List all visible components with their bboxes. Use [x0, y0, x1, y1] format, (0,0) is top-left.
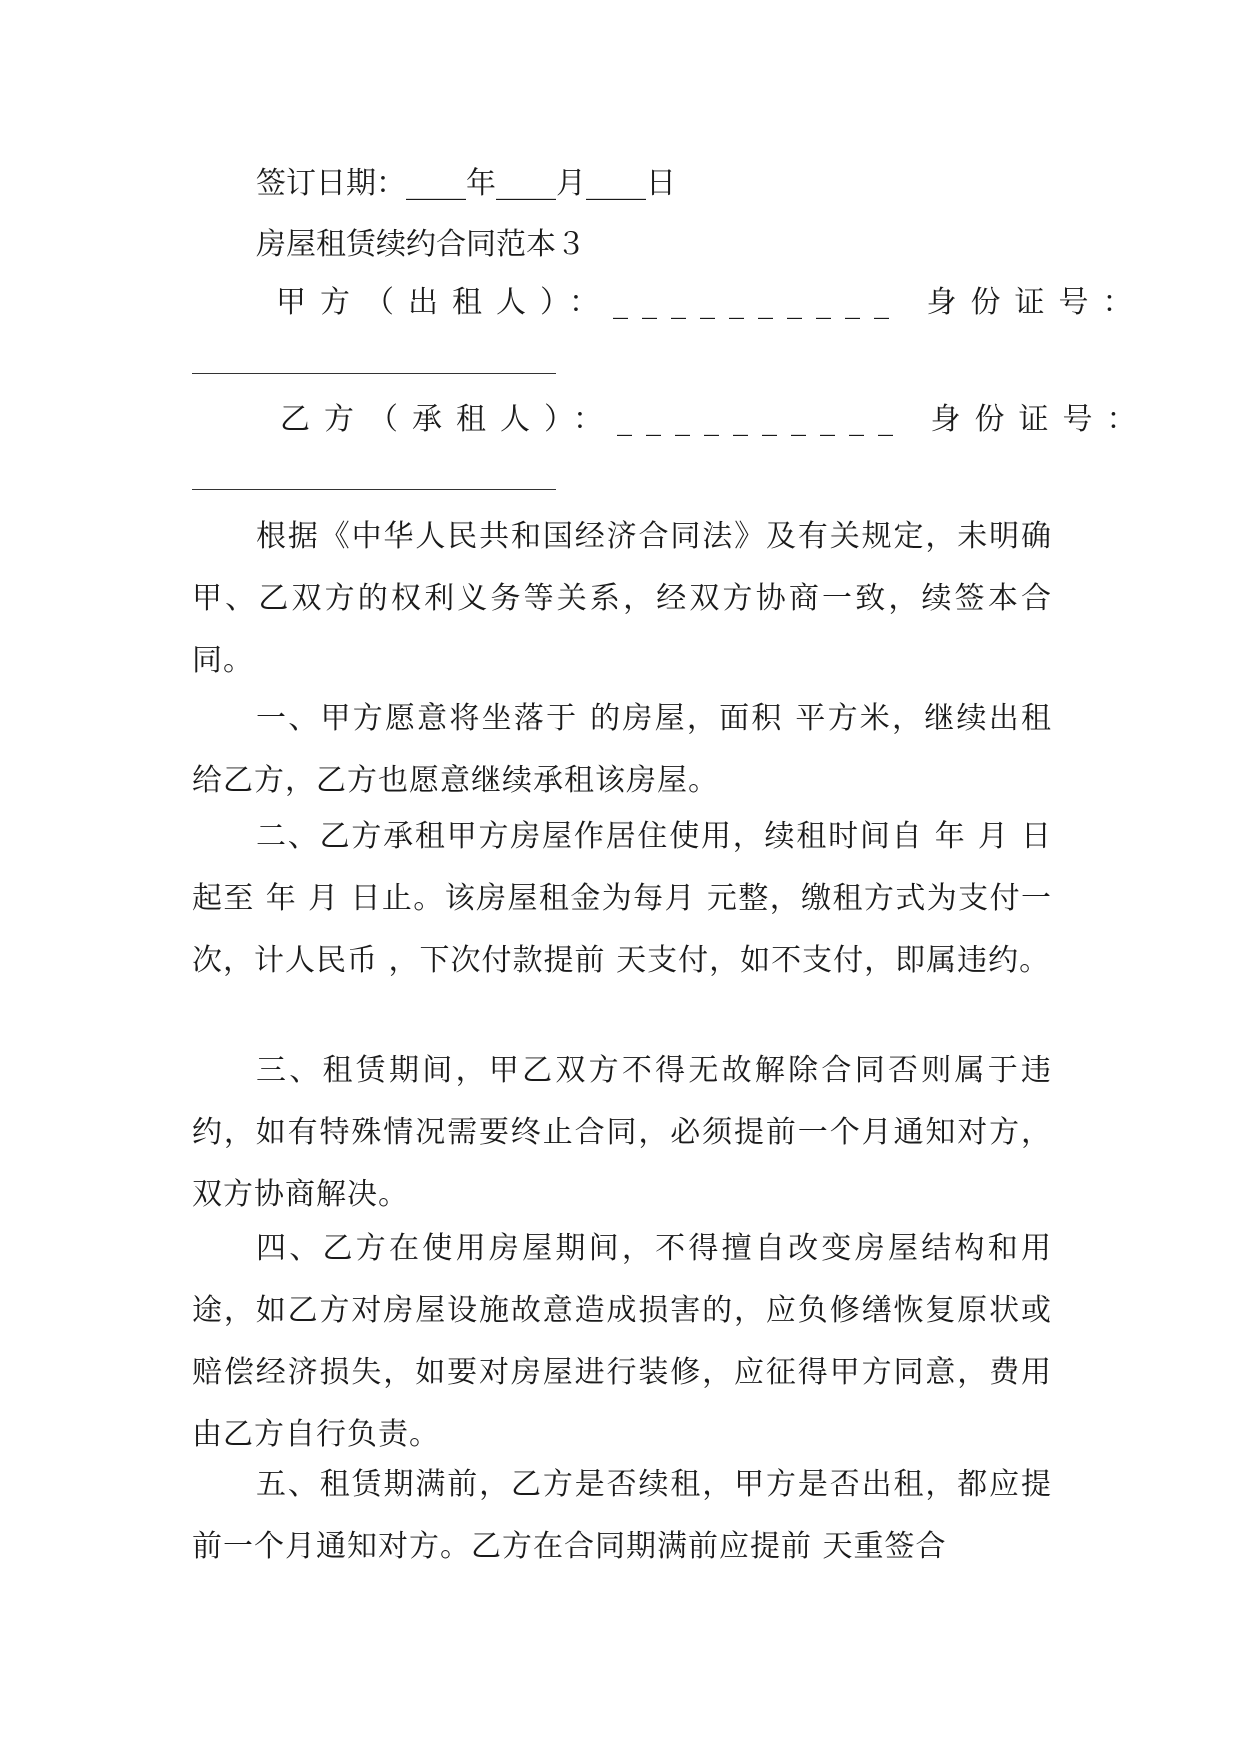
sign-date-line: 签订日期：____年____月____日: [256, 166, 676, 201]
paragraph-preamble: 根据《中华人民共和国经济合同法》及有关规定，未明确甲、乙双方的权利义务等关系，经双方协商一致，续签本合同。: [192, 519, 1052, 678]
party-b-id-blank: [192, 489, 556, 490]
party-a-id-blank: [192, 373, 556, 374]
document-title: 房屋租赁续约合同范本３: [256, 227, 586, 262]
party-a-line: 甲方（出租人）：__________ 身份证号：: [276, 285, 1147, 320]
paragraph-clause-3: 三、租赁期间，甲乙双方不得无故解除合同否则属于违约，如有特殊情况需要终止合同，必须提前一个月通知对方，双方协商解决。: [192, 1053, 1052, 1212]
paragraph-clause-1: 一、甲方愿意将坐落于 的房屋，面积 平方米，继续出租给乙方，乙方也愿意继续承租该房屋。: [192, 701, 1052, 798]
party-b-line: 乙方（承租人）：__________ 身份证号：: [280, 402, 1151, 437]
paragraph-clause-4: 四、乙方在使用房屋期间，不得擅自改变房屋结构和用途，如乙方对房屋设施故意造成损害的，应负修缮恢复原状或赔偿经济损失，如要对房屋进行装修，应征得甲方同意，费用由乙方自行负责。: [192, 1231, 1052, 1452]
paragraph-clause-2: 二、乙方承租甲方房屋作居住使用，续租时间自 年 月 日起至 年 月 日止。该房屋租金为每月 元整，缴租方式为支付一次，计人民币 ，下次付款提前 天支付，如不支付，即属违约。: [192, 819, 1052, 978]
paragraph-clause-5: 五、租赁期满前，乙方是否续租，甲方是否出租，都应提前一个月通知对方。乙方在合同期满前应提前 天重签合: [192, 1467, 1052, 1564]
